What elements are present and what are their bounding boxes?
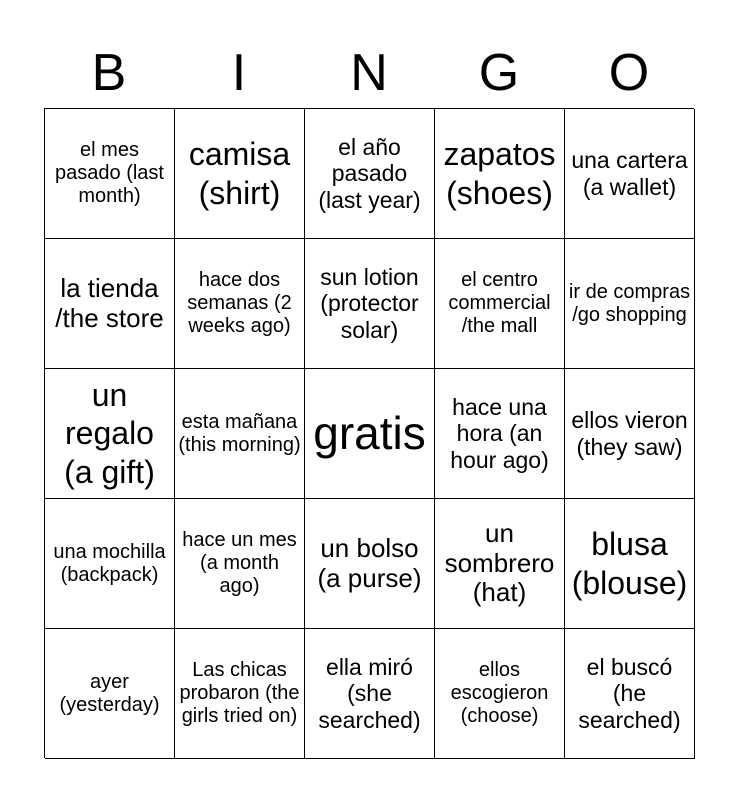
bingo-cell-r1-c4[interactable]	[435, 109, 565, 239]
bingo-header	[44, 40, 694, 106]
bingo-cell-r2-c2[interactable]	[175, 239, 305, 369]
cell-text: ella miró (she searched)	[318, 653, 421, 733]
bingo-cell-r5-c4[interactable]	[435, 629, 565, 759]
bingo-cell-r1-c5[interactable]	[565, 109, 695, 239]
cell-text: el mes pasado (last month)	[55, 139, 164, 207]
bingo-cell-r3-c2[interactable]	[175, 369, 305, 499]
bingo-cell-r4-c1[interactable]	[45, 499, 175, 629]
cell-text: un regalo (a gift)	[64, 376, 155, 490]
bingo-cell-r1-c3[interactable]	[305, 109, 435, 239]
cell-text: hace una hora (an hour ago)	[450, 393, 549, 473]
cell-text: una mochilla (backpack)	[53, 540, 166, 586]
cell-text: un bolso (a purse)	[317, 532, 422, 593]
header-letter-o: O	[608, 44, 650, 102]
header-letter-g: G	[478, 44, 520, 102]
bingo-cell-r4-c2[interactable]	[175, 499, 305, 629]
bingo-cell-r1-c1[interactable]	[45, 109, 175, 239]
cell-text: ellos escogieron (choose)	[450, 659, 549, 727]
bingo-cell-r5-c5[interactable]	[565, 629, 695, 759]
cell-text: la tienda /the store	[55, 272, 164, 333]
header-letter-i: I	[231, 44, 247, 102]
bingo-cell-r4-c4[interactable]	[435, 499, 565, 629]
bingo-cell-r2-c5[interactable]	[565, 239, 695, 369]
bingo-cell-r2-c3[interactable]	[305, 239, 435, 369]
header-letter-n: N	[350, 44, 388, 102]
bingo-cell-r2-c1[interactable]	[45, 239, 175, 369]
bingo-cell-r5-c1[interactable]	[45, 629, 175, 759]
cell-text: el año pasado (last year)	[318, 133, 421, 213]
cell-text: hace dos semanas (2 weeks ago)	[187, 269, 292, 337]
cell-text: blusa (blouse)	[571, 526, 688, 601]
cell-text: esta mañana (this morning)	[178, 410, 301, 456]
bingo-cell-r3-c5[interactable]	[565, 369, 695, 499]
bingo-cell-r4-c5[interactable]	[565, 499, 695, 629]
cell-text: un sombrero (hat)	[444, 517, 555, 608]
cell-text: el buscó (he searched)	[578, 653, 681, 733]
bingo-cell-r4-c3[interactable]	[305, 499, 435, 629]
bingo-cell-r1-c2[interactable]	[175, 109, 305, 239]
cell-text: zapatos (shoes)	[443, 136, 556, 211]
bingo-cell-r5-c2[interactable]	[175, 629, 305, 759]
cell-text: sun lotion (protector solar)	[320, 263, 419, 343]
header-letter-b: B	[91, 44, 127, 102]
cell-text: gratis	[313, 407, 426, 460]
bingo-cell-r3-c4[interactable]	[435, 369, 565, 499]
cell-text: Las chicas probaron (the girls tried on)	[179, 659, 300, 727]
cell-text: hace un mes (a month ago)	[182, 529, 297, 597]
cell-text: una cartera (a wallet)	[571, 147, 688, 200]
cell-text: el centro commercial /the mall	[448, 269, 551, 337]
cell-text: camisa (shirt)	[188, 136, 291, 211]
cell-text: ayer (yesterday)	[59, 670, 160, 716]
bingo-cell-r2-c4[interactable]	[435, 239, 565, 369]
bingo-cell-r5-c3[interactable]	[305, 629, 435, 759]
bingo-cell-r3-c3-free[interactable]	[305, 369, 435, 499]
bingo-board	[44, 108, 694, 758]
cell-text: ir de compras /go shopping	[568, 280, 691, 326]
cell-text: ellos vieron (they saw)	[571, 407, 688, 460]
bingo-cell-r3-c1[interactable]	[45, 369, 175, 499]
